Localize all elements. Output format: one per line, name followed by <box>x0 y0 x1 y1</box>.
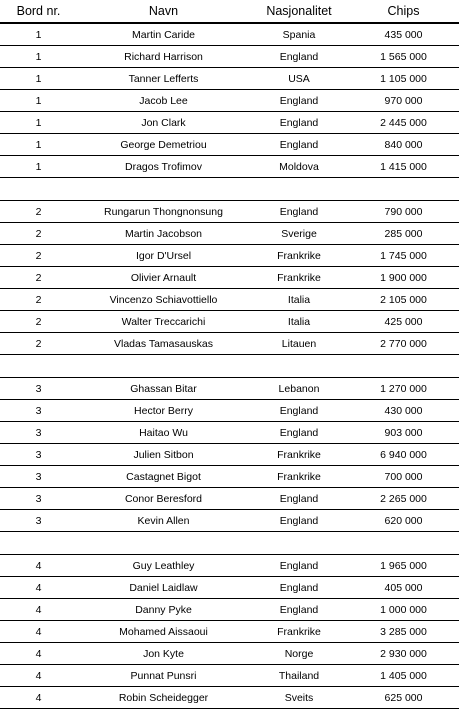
header-name: Navn <box>148 4 179 18</box>
cell-player-name: Walter Treccarichi <box>121 315 206 328</box>
cell-nationality: England <box>279 426 319 439</box>
table-row <box>0 555 459 577</box>
cell-player-name: Kevin Allen <box>137 514 190 527</box>
header-nationality: Nasjonalitet <box>266 4 332 18</box>
cell-chips: 1 105 000 <box>380 72 427 85</box>
table-row <box>0 378 459 400</box>
cell-player-name: Conor Beresford <box>124 492 203 505</box>
cell-chips: 625 000 <box>384 691 423 704</box>
cell-nationality: England <box>279 138 319 151</box>
cell-player-name: Dragos Trofimov <box>124 160 203 173</box>
table-row <box>0 311 459 333</box>
table-row <box>0 201 459 223</box>
cell-chips: 1 405 000 <box>380 669 427 682</box>
cell-player-name: Guy Leathley <box>132 559 195 572</box>
cell-player-name: Haitao Wu <box>139 426 188 439</box>
cell-table-number: 3 <box>35 426 42 439</box>
cell-chips: 2 930 000 <box>380 647 427 660</box>
cell-table-number: 2 <box>35 227 42 240</box>
table-row <box>0 333 459 355</box>
table-row <box>0 134 459 156</box>
cell-chips: 1 000 000 <box>380 603 427 616</box>
table-row <box>0 289 459 311</box>
cell-nationality: England <box>279 581 319 594</box>
cell-player-name: Jon Clark <box>141 116 186 129</box>
table-row <box>0 90 459 112</box>
cell-nationality: England <box>279 514 319 527</box>
cell-table-number: 3 <box>35 448 42 461</box>
cell-chips: 700 000 <box>384 470 423 483</box>
cell-nationality: Thailand <box>278 669 320 682</box>
cell-nationality: USA <box>288 72 310 85</box>
table-row <box>0 156 459 178</box>
cell-nationality: Italia <box>287 293 311 306</box>
cell-table-number: 2 <box>35 249 42 262</box>
table-row <box>0 24 459 46</box>
cell-chips: 435 000 <box>384 28 423 41</box>
cell-chips: 285 000 <box>384 227 423 240</box>
cell-chips: 790 000 <box>384 205 423 218</box>
cell-nationality: England <box>279 116 319 129</box>
group-separator <box>0 178 459 201</box>
cell-table-number: 4 <box>35 647 42 660</box>
cell-nationality: Litauen <box>281 337 317 350</box>
table-row <box>0 599 459 621</box>
cell-nationality: Sveits <box>284 691 314 704</box>
cell-chips: 2 445 000 <box>380 116 427 129</box>
table-row <box>0 245 459 267</box>
cell-player-name: George Demetriou <box>120 138 207 151</box>
cell-chips: 425 000 <box>384 315 423 328</box>
cell-player-name: Julien Sitbon <box>133 448 194 461</box>
cell-table-number: 2 <box>35 271 42 284</box>
cell-nationality: Lebanon <box>278 382 320 395</box>
cell-player-name: Rungarun Thongnonsung <box>104 205 223 218</box>
cell-player-name: Jacob Lee <box>139 94 188 107</box>
cell-table-number: 3 <box>35 404 42 417</box>
cell-player-name: Hector Berry <box>134 404 193 417</box>
cell-chips: 1 565 000 <box>380 50 427 63</box>
cell-chips: 6 940 000 <box>380 448 427 461</box>
cell-table-number: 4 <box>35 691 42 704</box>
table-row <box>0 400 459 422</box>
cell-table-number: 1 <box>35 160 42 173</box>
cell-player-name: Igor D'Ursel <box>135 249 192 262</box>
cell-nationality: Spania <box>282 28 316 41</box>
cell-table-number: 1 <box>35 50 42 63</box>
cell-nationality: England <box>279 50 319 63</box>
cell-player-name: Danny Pyke <box>135 603 192 616</box>
cell-chips: 840 000 <box>384 138 423 151</box>
table-row <box>0 444 459 466</box>
cell-chips: 1 745 000 <box>380 249 427 262</box>
cell-chips: 2 105 000 <box>380 293 427 306</box>
cell-nationality: Frankrike <box>277 448 321 461</box>
cell-nationality: England <box>279 559 319 572</box>
cell-nationality: England <box>279 603 319 616</box>
cell-nationality: Italia <box>287 315 311 328</box>
cell-player-name: Ghassan Bitar <box>130 382 197 395</box>
cell-table-number: 2 <box>35 293 42 306</box>
cell-nationality: Frankrike <box>277 625 321 638</box>
cell-nationality: England <box>279 205 319 218</box>
cell-chips: 1 900 000 <box>380 271 427 284</box>
table-header <box>0 0 459 24</box>
cell-table-number: 2 <box>35 205 42 218</box>
cell-chips: 2 265 000 <box>380 492 427 505</box>
cell-chips: 3 285 000 <box>380 625 427 638</box>
cell-table-number: 1 <box>35 116 42 129</box>
cell-player-name: Robin Scheidegger <box>118 691 209 704</box>
cell-table-number: 2 <box>35 315 42 328</box>
cell-table-number: 1 <box>35 28 42 41</box>
table-row <box>0 46 459 68</box>
table-row <box>0 488 459 510</box>
header-table-number: Bord nr. <box>16 4 61 18</box>
cell-nationality: Frankrike <box>277 249 321 262</box>
cell-nationality: Norge <box>284 647 314 660</box>
cell-player-name: Martin Jacobson <box>124 227 203 240</box>
cell-player-name: Richard Harrison <box>124 50 203 63</box>
cell-nationality: Sverige <box>281 227 317 240</box>
cell-table-number: 3 <box>35 514 42 527</box>
cell-nationality: England <box>279 404 319 417</box>
table-row <box>0 466 459 488</box>
table-row <box>0 112 459 134</box>
cell-table-number: 4 <box>35 559 42 572</box>
table-row <box>0 510 459 532</box>
cell-table-number: 4 <box>35 581 42 594</box>
table-row <box>0 687 459 709</box>
cell-nationality: Frankrike <box>277 470 321 483</box>
table-row <box>0 643 459 665</box>
header-chips: Chips <box>387 4 420 18</box>
cell-chips: 2 770 000 <box>380 337 427 350</box>
table-body <box>0 24 459 709</box>
cell-player-name: Punnat Punsri <box>130 669 197 682</box>
table-row <box>0 422 459 444</box>
cell-nationality: England <box>279 492 319 505</box>
cell-chips: 903 000 <box>384 426 423 439</box>
cell-table-number: 3 <box>35 492 42 505</box>
cell-table-number: 4 <box>35 603 42 616</box>
cell-table-number: 3 <box>35 470 42 483</box>
cell-player-name: Olivier Arnault <box>130 271 197 284</box>
cell-player-name: Daniel Laidlaw <box>129 581 198 594</box>
group-separator <box>0 532 459 555</box>
cell-chips: 620 000 <box>384 514 423 527</box>
cell-chips: 970 000 <box>384 94 423 107</box>
cell-table-number: 1 <box>35 138 42 151</box>
cell-player-name: Mohamed Aissaoui <box>119 625 208 638</box>
table-row <box>0 665 459 687</box>
cell-player-name: Vincenzo Schiavottiello <box>109 293 218 306</box>
cell-chips: 1 270 000 <box>380 382 427 395</box>
cell-table-number: 3 <box>35 382 42 395</box>
cell-table-number: 1 <box>35 72 42 85</box>
cell-chips: 405 000 <box>384 581 423 594</box>
cell-player-name: Martin Caride <box>131 28 196 41</box>
cell-table-number: 1 <box>35 94 42 107</box>
table-row <box>0 267 459 289</box>
cell-nationality: Moldova <box>279 160 319 173</box>
table-row <box>0 621 459 643</box>
cell-table-number: 2 <box>35 337 42 350</box>
table-row <box>0 577 459 599</box>
group-separator <box>0 355 459 378</box>
cell-table-number: 4 <box>35 669 42 682</box>
cell-table-number: 4 <box>35 625 42 638</box>
cell-chips: 1 965 000 <box>380 559 427 572</box>
cell-player-name: Vladas Tamasauskas <box>113 337 214 350</box>
table-row <box>0 223 459 245</box>
cell-chips: 430 000 <box>384 404 423 417</box>
cell-chips: 1 415 000 <box>380 160 427 173</box>
cell-player-name: Jon Kyte <box>143 647 184 660</box>
cell-player-name: Tanner Lefferts <box>128 72 199 85</box>
cell-nationality: England <box>279 94 319 107</box>
table-row <box>0 68 459 90</box>
cell-nationality: Frankrike <box>277 271 321 284</box>
cell-player-name: Castagnet Bigot <box>126 470 201 483</box>
